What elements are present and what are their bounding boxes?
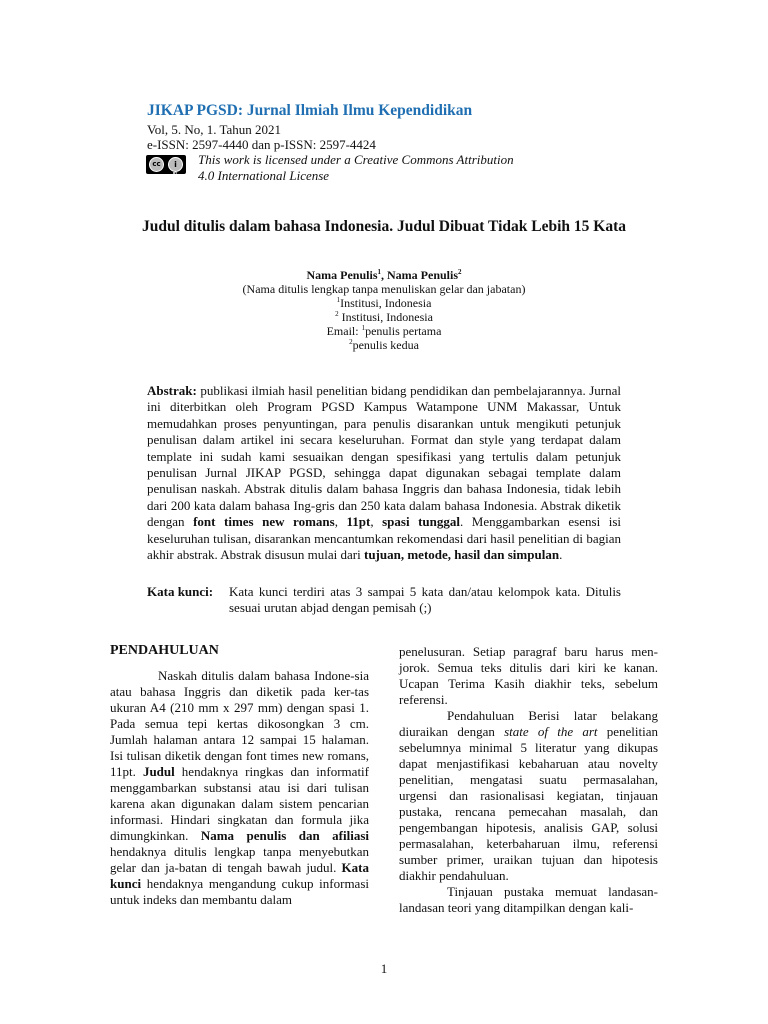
section-heading-pendahuluan: PENDAHULUAN xyxy=(110,643,219,658)
author-2-sup: 2 xyxy=(458,268,462,276)
email-2: penulis kedua xyxy=(352,338,419,352)
paragraph: Tinjauan pustaka memuat landasan-landasan teori yang ditampilkan dengan kali- xyxy=(399,884,658,915)
abstract-spacing: spasi tunggal xyxy=(382,514,461,530)
license-line-1: This work is licensed under a Creative Commons Attribution xyxy=(198,152,514,167)
author-2: Nama Penulis xyxy=(387,268,459,282)
cc-icon: cc xyxy=(149,157,164,172)
institution-1-sup: 1 xyxy=(336,296,341,304)
paragraph xyxy=(399,708,658,884)
institution-2 xyxy=(0,310,768,325)
author-names xyxy=(0,268,768,283)
abstract-text-2: . Menggambarkan esensi isi keseluruhan tulisan, disarankan mencantumkan rekomendasi dari hasil penelitian di bagian akhir abstrak. Abstrak disusun mulai dari xyxy=(147,514,621,563)
text-run: hendaknya ringkas dan informatif menggambarkan substansi atau isi dari tulisan karena akan digunakan dalam sistem pencarian informasi. Hindari singkatan dan formula jika dimungkinkan. xyxy=(110,764,369,843)
term-state-of-the-art: state of the art xyxy=(504,724,598,739)
author-separator: , xyxy=(381,268,387,282)
term-judul: Judul xyxy=(142,764,175,779)
page-number: 1 xyxy=(380,961,388,976)
by-label: BY xyxy=(173,171,178,175)
email-line-2 xyxy=(0,338,768,353)
author-1-sup: 1 xyxy=(377,268,381,276)
paragraph xyxy=(110,668,369,908)
institution-2-text: Institusi, Indonesia xyxy=(338,310,433,324)
abstract-size: 11pt xyxy=(346,514,371,530)
abstract-label: Abstrak: xyxy=(147,383,197,398)
left-column xyxy=(110,668,369,908)
journal-title: JIKAP PGSD: Jurnal Ilmiah Ilmu Kependidikan xyxy=(147,102,473,119)
abstract-structure: tujuan, metode, hasil dan simpulan xyxy=(364,547,560,563)
email-1-sup: 1 xyxy=(361,324,366,332)
keywords-label: Kata kunci: xyxy=(147,584,214,599)
journal-issn: e-ISSN: 2597-4440 dan p-ISSN: 2597-4424 xyxy=(147,137,376,152)
email-1: penulis pertama xyxy=(365,324,442,338)
abstract xyxy=(147,383,621,563)
email-label: Email: xyxy=(326,324,362,338)
institution-2-sup: 2 xyxy=(335,310,339,318)
institution-1 xyxy=(0,296,768,311)
keywords-text: Kata kunci terdiri atas 3 sampai 5 kata dan/atau kelompok kata. Ditulis sesuai urutan abjad dengan pemisah (;) xyxy=(229,584,621,616)
paragraph: penelusuran. Setiap paragraf baru harus men-jorok. Semua teks ditulis dari kiri ke kanan. Ucapan Terima Kasih diakhir teks, sebelum referensi. xyxy=(399,644,658,707)
license-text xyxy=(198,152,558,184)
text-run: Naskah ditulis dalam bahasa Indone-sia atau bahasa Inggris dan diketik pada ker-tas ukuran A4 (210 mm x 297 mm) dengan spasi 1. Pada semua tepi kertas dikosongkan 3 cm. Jumlah halaman antara 12 sampai 15 halaman. Isi tulisan diketik dengan font times new romans, 11pt. xyxy=(110,668,369,779)
paper-title: Judul ditulis dalam bahasa Indonesia. Judul Dibuat Tidak Lebih 15 Kata xyxy=(142,218,626,235)
right-column xyxy=(399,644,658,916)
abstract-sep-2: , xyxy=(370,514,383,530)
text-run: Pendahuluan Berisi latar belakang diuraikan dengan xyxy=(399,708,658,739)
term-kata-kunci: Kata kunci xyxy=(110,860,369,891)
abstract-sep-1: , xyxy=(334,514,347,530)
email-line xyxy=(0,324,768,339)
text-run: hendaknya ditulis lengkap tanpa menyebutkan gelar dan ja-batan di tengah bawah judul. xyxy=(110,844,369,875)
text-run: hendaknya mengandung cukup informasi untuk indeks dan membantu dalam xyxy=(110,876,369,907)
email-2-sup: 2 xyxy=(349,338,353,346)
text-run: penelitian sebelumnya minimal 5 literatur yang dikupas dapat menjastifikasi kebaharuan atau novelty penelitian, mengatasi suatu permasalahan, urgensi dan rasionalisasi kegiatan, tinjauan pustaka, rencana pemecahan masalah, dan pengembangan hipotesis, analisis GAP, solusi permasalahan, keterbaharuan ilmu, referensi sumber primer, uraikan tujuan dan hipotesis diakhir pendahuluan. xyxy=(399,724,658,883)
author-note: (Nama ditulis lengkap tanpa menuliskan gelar dan jabatan) xyxy=(242,282,526,296)
journal-volume: Vol, 5. No, 1. Tahun 2021 xyxy=(147,122,282,137)
term-nama-penulis: Nama penulis dan afiliasi xyxy=(200,828,369,843)
attribution-icon: i xyxy=(168,157,183,172)
author-1: Nama Penulis xyxy=(306,268,378,282)
abstract-text-3: . xyxy=(559,547,563,563)
abstract-font: font times new romans xyxy=(193,514,335,530)
license-line-2: 4.0 International License xyxy=(198,168,330,183)
institution-1-text: Institusi, Indonesia xyxy=(340,296,432,310)
cc-by-license-logo xyxy=(146,155,186,174)
abstract-text-1: publikasi ilmiah hasil penelitian bidang pendidikan dan pembelajarannya. Jurnal ini diterbitkan oleh Program PGSD Kampus Watampone UNM Makassar, Untuk memudahkan proses penyuntingan, para penulis disarankan untuk mengikuti petunjuk penulisan dalam artikel ini secara keseluruhan. Format dan style yang terdapat dalam template ini sudah kami sesuaikan dengan spesifikasi yang tertulis dalam petunjuk penulisan Jurnal JIKAP PGSD, sehingga dapat digunakan sebagai template dalam penulisan naskah. Abstrak ditulis dalam bahasa Inggris dan bahasa Indonesia, tidak lebih dari 200 kata dalam bahasa Ing-gris dan 250 kata dalam bahasa Indonesia. Abstrak diketik dengan xyxy=(147,383,621,530)
